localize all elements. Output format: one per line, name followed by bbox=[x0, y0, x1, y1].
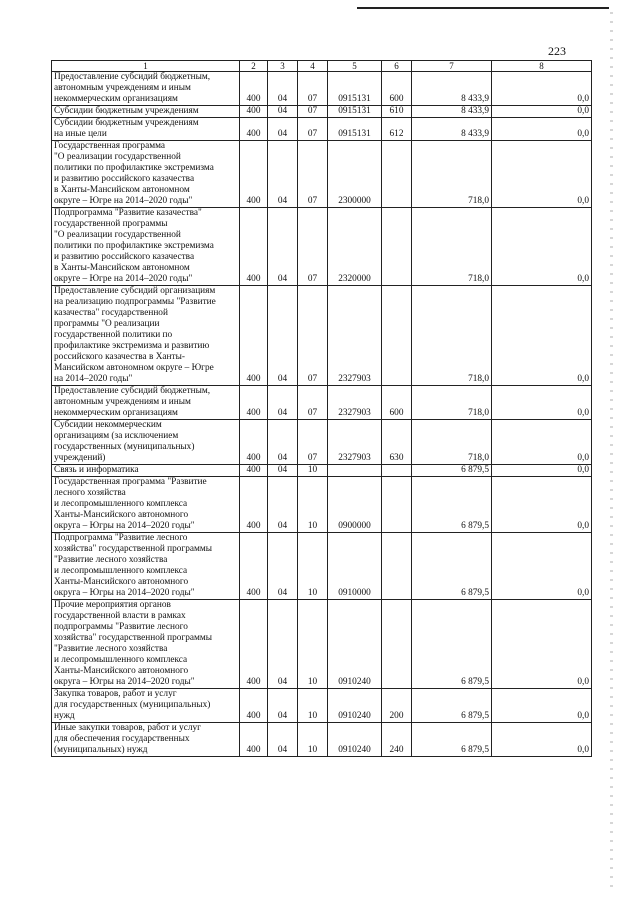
row-code-ministry: 400 bbox=[240, 533, 268, 600]
row-code-subsection: 07 bbox=[298, 286, 328, 386]
row-name: Подпрограмма "Развитие лесного хозяйства" государственной программы "Развитие лесного хозяйства и лесопромышленного комплекса Ханты-Мансийского автономного округа – Югры на 2014–2020 годы" bbox=[52, 533, 240, 600]
col-header: 3 bbox=[268, 61, 298, 72]
row-amount-extra: 0,0 bbox=[492, 465, 592, 477]
row-name: Предоставление субсидий бюджетным, автономным учреждениям и иным некоммерческим организациям bbox=[52, 72, 240, 106]
row-amount: 718,0 bbox=[412, 386, 492, 420]
row-code-subsection: 10 bbox=[298, 689, 328, 723]
budget-table bbox=[51, 60, 592, 757]
row-code-section: 04 bbox=[268, 723, 298, 757]
row-amount-extra: 0,0 bbox=[492, 477, 592, 533]
row-amount: 718,0 bbox=[412, 141, 492, 208]
row-amount-extra: 0,0 bbox=[492, 106, 592, 118]
row-code-section: 04 bbox=[268, 286, 298, 386]
row-name: Предоставление субсидий бюджетным, автономным учреждениям и иным некоммерческим организациям bbox=[52, 386, 240, 420]
row-code-ministry: 400 bbox=[240, 600, 268, 689]
row-code-target: 2327903 bbox=[328, 286, 382, 386]
row-code-type bbox=[382, 286, 412, 386]
row-code-target: 0910000 bbox=[328, 533, 382, 600]
row-code-subsection: 07 bbox=[298, 118, 328, 141]
row-code-target: 0915131 bbox=[328, 118, 382, 141]
row-code-section: 04 bbox=[268, 533, 298, 600]
table-row bbox=[52, 723, 592, 757]
row-amount: 6 879,5 bbox=[412, 689, 492, 723]
row-code-subsection: 07 bbox=[298, 386, 328, 420]
table-row bbox=[52, 600, 592, 689]
row-code-target bbox=[328, 465, 382, 477]
row-code-target: 0915131 bbox=[328, 106, 382, 118]
row-amount: 6 879,5 bbox=[412, 600, 492, 689]
row-code-target: 0915131 bbox=[328, 72, 382, 106]
col-header: 7 bbox=[412, 61, 492, 72]
row-code-subsection: 10 bbox=[298, 533, 328, 600]
row-amount-extra: 0,0 bbox=[492, 420, 592, 465]
col-header: 2 bbox=[240, 61, 268, 72]
row-code-section: 04 bbox=[268, 689, 298, 723]
col-header: 4 bbox=[298, 61, 328, 72]
row-amount: 8 433,9 bbox=[412, 72, 492, 106]
col-header: 6 bbox=[382, 61, 412, 72]
row-code-type bbox=[382, 141, 412, 208]
row-code-ministry: 400 bbox=[240, 208, 268, 286]
row-amount: 6 879,5 bbox=[412, 723, 492, 757]
row-code-type: 630 bbox=[382, 420, 412, 465]
row-amount: 718,0 bbox=[412, 420, 492, 465]
row-code-target: 2327903 bbox=[328, 386, 382, 420]
row-code-section: 04 bbox=[268, 420, 298, 465]
row-amount-extra: 0,0 bbox=[492, 118, 592, 141]
row-code-target: 0910240 bbox=[328, 689, 382, 723]
row-name: Закупка товаров, работ и услуг для государственных (муниципальных) нужд bbox=[52, 689, 240, 723]
row-code-type: 600 bbox=[382, 386, 412, 420]
row-amount: 8 433,9 bbox=[412, 106, 492, 118]
row-code-section: 04 bbox=[268, 72, 298, 106]
header-row bbox=[52, 61, 592, 72]
row-code-section: 04 bbox=[268, 208, 298, 286]
row-amount-extra: 0,0 bbox=[492, 689, 592, 723]
row-code-section: 04 bbox=[268, 600, 298, 689]
row-code-ministry: 400 bbox=[240, 420, 268, 465]
row-code-section: 04 bbox=[268, 465, 298, 477]
row-code-ministry: 400 bbox=[240, 106, 268, 118]
row-code-ministry: 400 bbox=[240, 72, 268, 106]
table-row bbox=[52, 465, 592, 477]
row-code-type: 240 bbox=[382, 723, 412, 757]
row-name: Связь и информатика bbox=[52, 465, 240, 477]
row-code-target: 2320000 bbox=[328, 208, 382, 286]
row-code-type: 600 bbox=[382, 72, 412, 106]
row-code-target: 2300000 bbox=[328, 141, 382, 208]
row-code-subsection: 07 bbox=[298, 141, 328, 208]
row-code-type bbox=[382, 600, 412, 689]
table-row bbox=[52, 689, 592, 723]
row-code-subsection: 07 bbox=[298, 208, 328, 286]
row-amount: 718,0 bbox=[412, 286, 492, 386]
row-code-ministry: 400 bbox=[240, 689, 268, 723]
row-code-section: 04 bbox=[268, 141, 298, 208]
row-amount: 8 433,9 bbox=[412, 118, 492, 141]
row-name: Государственная программа "О реализации государственной политики по профилактике экстремизма и развитию российского казачества в Ханты-Мансийском автономном округе – Югре на 2014–2020 годы" bbox=[52, 141, 240, 208]
row-name: Субсидии бюджетным учреждениям bbox=[52, 106, 240, 118]
row-amount-extra: 0,0 bbox=[492, 533, 592, 600]
row-amount-extra: 0,0 bbox=[492, 286, 592, 386]
top-rule bbox=[357, 7, 609, 9]
row-code-ministry: 400 bbox=[240, 118, 268, 141]
row-code-ministry: 400 bbox=[240, 477, 268, 533]
row-code-subsection: 10 bbox=[298, 600, 328, 689]
row-name: Подпрограмма "Развитие казачества" государственной программы "О реализации государственной политики по профилактике экстремизма и развитию российского казачества в Ханты-Мансийском автономном округе – Югре на 2014–2020 годы" bbox=[52, 208, 240, 286]
row-code-subsection: 07 bbox=[298, 420, 328, 465]
row-code-target: 0900000 bbox=[328, 477, 382, 533]
row-code-ministry: 400 bbox=[240, 465, 268, 477]
row-code-subsection: 07 bbox=[298, 106, 328, 118]
row-code-target: 0910240 bbox=[328, 600, 382, 689]
table-row bbox=[52, 533, 592, 600]
row-code-subsection: 10 bbox=[298, 465, 328, 477]
table-row bbox=[52, 72, 592, 106]
row-amount-extra: 0,0 bbox=[492, 208, 592, 286]
row-code-ministry: 400 bbox=[240, 723, 268, 757]
row-amount-extra: 0,0 bbox=[492, 72, 592, 106]
table-row bbox=[52, 477, 592, 533]
row-code-type bbox=[382, 465, 412, 477]
row-name: Прочие мероприятия органов государственной власти в рамках подпрограммы "Развитие лесного хозяйства" государственной программы "Развитие лесного хозяйства и лесопромышленного комплекса Ханты-Мансийского автономного округа – Югры на 2014–2020 годы" bbox=[52, 600, 240, 689]
row-amount: 6 879,5 bbox=[412, 533, 492, 600]
row-code-section: 04 bbox=[268, 386, 298, 420]
row-amount: 6 879,5 bbox=[412, 465, 492, 477]
table-row bbox=[52, 106, 592, 118]
scan-edge bbox=[610, 12, 613, 892]
row-amount: 6 879,5 bbox=[412, 477, 492, 533]
row-code-target: 0910240 bbox=[328, 723, 382, 757]
row-code-ministry: 400 bbox=[240, 286, 268, 386]
row-name: Субсидии некоммерческим организациям (за исключением государственных (муниципальных) учреждений) bbox=[52, 420, 240, 465]
row-code-type: 610 bbox=[382, 106, 412, 118]
row-name: Иные закупки товаров, работ и услуг для обеспечения государственных (муниципальных) нужд bbox=[52, 723, 240, 757]
row-name: Государственная программа "Развитие лесного хозяйства и лесопромышленного комплекса Ханты-Мансийского автономного округа – Югры на 2014–2020 годы" bbox=[52, 477, 240, 533]
row-amount-extra: 0,0 bbox=[492, 600, 592, 689]
row-amount-extra: 0,0 bbox=[492, 141, 592, 208]
row-code-section: 04 bbox=[268, 106, 298, 118]
col-header: 8 bbox=[492, 61, 592, 72]
row-code-type: 612 bbox=[382, 118, 412, 141]
row-name: Субсидии бюджетным учреждениям на иные цели bbox=[52, 118, 240, 141]
row-code-subsection: 10 bbox=[298, 723, 328, 757]
row-amount: 718,0 bbox=[412, 208, 492, 286]
col-header: 5 bbox=[328, 61, 382, 72]
row-code-ministry: 400 bbox=[240, 386, 268, 420]
row-code-subsection: 10 bbox=[298, 477, 328, 533]
col-header: 1 bbox=[52, 61, 240, 72]
row-amount-extra: 0,0 bbox=[492, 386, 592, 420]
row-code-subsection: 07 bbox=[298, 72, 328, 106]
row-code-type bbox=[382, 477, 412, 533]
table-row bbox=[52, 286, 592, 386]
row-code-type bbox=[382, 533, 412, 600]
table-row bbox=[52, 386, 592, 420]
table-row bbox=[52, 141, 592, 208]
row-code-section: 04 bbox=[268, 118, 298, 141]
row-code-section: 04 bbox=[268, 477, 298, 533]
page-number: 223 bbox=[548, 44, 566, 58]
table-row bbox=[52, 420, 592, 465]
row-amount-extra: 0,0 bbox=[492, 723, 592, 757]
row-code-type: 200 bbox=[382, 689, 412, 723]
table-row bbox=[52, 208, 592, 286]
row-code-target: 2327903 bbox=[328, 420, 382, 465]
row-code-type bbox=[382, 208, 412, 286]
row-code-ministry: 400 bbox=[240, 141, 268, 208]
row-name: Предоставление субсидий организациям на реализацию подпрограммы "Развитие казачества" государственной программы "О реализации государственной политики по профилактике экстремизма и развитию российского казачества в Ханты- Мансийском автономном округе – Югре на 2014–2020 годы" bbox=[52, 286, 240, 386]
table-row bbox=[52, 118, 592, 141]
